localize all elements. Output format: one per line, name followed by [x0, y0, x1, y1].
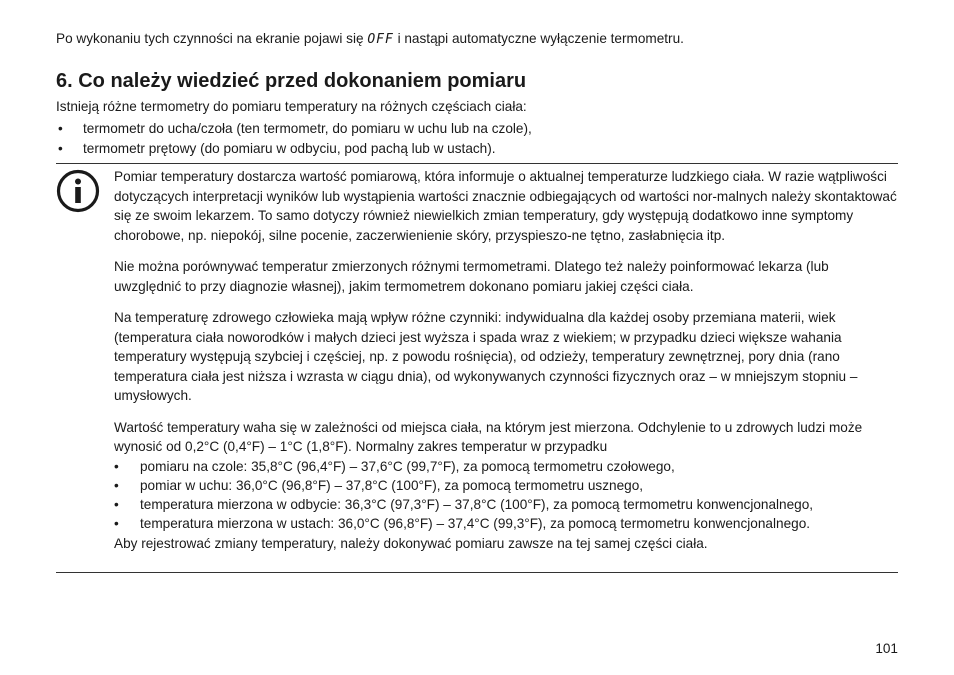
note-paragraph: Nie można porównywać temperatur zmierzonych różnymi termometrami. Dlatego też należy poinformować lekarza (lub uwzględnić to przy diagnozie własnej), jakim termometrem dokonano pomiaru jakiej części ciała.	[114, 259, 829, 294]
off-display-symbol: OFF	[367, 32, 394, 47]
list-item	[114, 476, 898, 495]
list-item	[114, 457, 898, 476]
list-item-text: temperatura mierzona w odbycie: 36,3°C (97,3°F) – 37,8°C (100°F), za pomocą termometru konwencjonalnego,	[140, 497, 814, 513]
note-closing: Aby rejestrować zmiany temperatury, należy dokonywać pomiaru zawsze na tej samej części ciała.	[114, 535, 708, 551]
note-bottom-divider	[56, 572, 898, 573]
intro-text-after: i nastąpi automatyczne wyłączenie termometru.	[393, 31, 684, 46]
intro-text-before: Po wykonaniu tych czynności na ekranie pojawi się	[56, 31, 368, 46]
list-item	[114, 514, 898, 533]
list-item-text: termometr prętowy (do pomiaru w odbyciu, pod pachą lub w ustach).	[83, 141, 496, 156]
note-top-divider	[56, 163, 898, 164]
list-item-text: pomiaru na czole: 35,8°C (96,4°F) – 37,6°C (99,7°F), za pomocą termometru czołowego,	[140, 458, 675, 474]
temperature-ranges-list	[114, 457, 898, 534]
page-number: 101	[875, 641, 898, 656]
bullet-icon: •	[114, 516, 119, 532]
list-item	[56, 119, 532, 139]
list-item-text: temperatura mierzona w ustach: 36,0°C (96,8°F) – 37,4°C (99,3°F), za pomocą termometru konwencjonalnego.	[140, 516, 811, 532]
list-item	[56, 139, 532, 159]
list-item-text: pomiar w uchu: 36,0°C (96,8°F) – 37,8°C (100°F), za pomocą termometru usznego,	[140, 477, 644, 493]
bullet-icon: •	[58, 121, 63, 136]
thermometer-types-list	[56, 119, 532, 159]
bullet-icon: •	[114, 497, 119, 513]
note-box	[114, 167, 898, 565]
section-heading: 6. Co należy wiedzieć przed dokonaniem pomiaru	[56, 70, 527, 92]
info-icon	[56, 169, 100, 213]
bullet-icon: •	[58, 141, 63, 156]
section-lead: Istnieją różne termometry do pomiaru temperatury na różnych częściach ciała:	[56, 99, 527, 114]
intro-line	[56, 31, 684, 47]
bullet-icon: •	[114, 477, 119, 493]
bullet-icon: •	[114, 458, 119, 474]
list-item-text: termometr do ucha/czoła (ten termometr, do pomiaru w uchu lub na czole),	[83, 121, 532, 136]
note-paragraph: Wartość temperatury waha się w zależności od miejsca ciała, na którym jest mierzona. Odchylenie to u zdrowych ludzi może wynosić od 0,2°C (0,4°F) – 1°C (1,8°F). Normalny zakres temperatur w przypadku	[114, 419, 863, 454]
note-paragraph: Pomiar temperatury dostarcza wartość pomiarową, która informuje o aktualnej temperaturze ludzkiego ciała. W razie wątpliwości dotyczących interpretacji wyników lub wystąpienia wartości znacznie odbiegających od wartości nor-malnych należy skontaktować się ze swoim lekarzem. To samo dotyczy również niewielkich zmian temperatury, gdy występują dodatkowo inne symptomy chorobowe, np. niepokój, silne pocenie, zaczerwienienie skóry, przyspieszo-ne tętno, zasłabnięcia itp.	[114, 169, 897, 243]
note-paragraph: Na temperaturę zdrowego człowieka mają wpływ różne czynniki: indywidualna dla każdej osoby przemiana materii, wiek (temperatura ciała noworodków i małych dzieci jest wyższa i spada wraz z wiekiem; w przypadku dzieci większe wahania temperatury występują szybciej i częściej, np. z powodu rośnięcia), od odzieży, temperatury zewnętrznej, pory dnia (rano temperatura ciała jest niższa i wzrasta w ciągu dnia), od wykonywanych czynności fizycznych oraz – w mniejszym stopniu – umysłowych.	[114, 310, 858, 403]
list-item	[114, 495, 898, 514]
